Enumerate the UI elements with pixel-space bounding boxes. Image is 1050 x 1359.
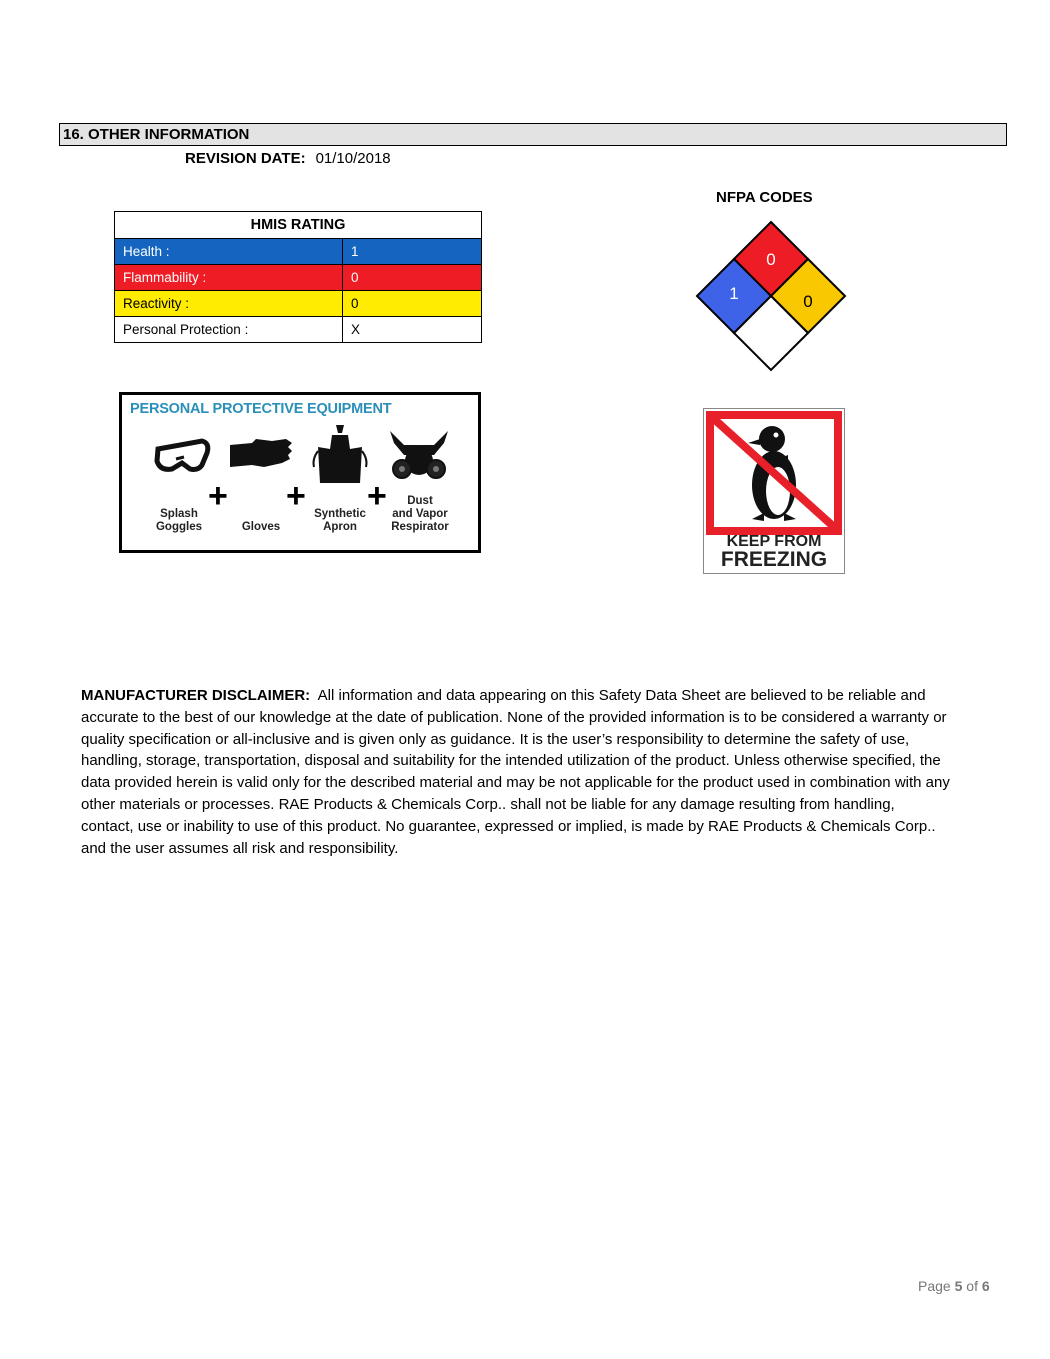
keep-from-freezing-sign bbox=[703, 408, 845, 574]
nfpa-title: NFPA CODES bbox=[716, 189, 813, 206]
plus-sign: + bbox=[286, 477, 306, 515]
hmis-row-reactivity bbox=[115, 291, 482, 317]
section-header: 16. OTHER INFORMATION bbox=[59, 123, 1007, 146]
hmis-reactivity-label: Reactivity : bbox=[115, 291, 343, 317]
ppe-label-line: Goggles bbox=[155, 521, 202, 533]
plus-sign: + bbox=[367, 477, 387, 515]
ppe-label-line: Respirator bbox=[391, 521, 449, 533]
page-total: 6 bbox=[981, 1278, 990, 1294]
disclaimer-text: All information and data appearing on this Safety Data Sheet are believed to be reliable and accurate to the best of our knowledge at the date of publication. None of the provided information is to be considered a warranty or quality specification or all-inclusive and is given only as guidance. It is the user’s responsibility to determine the safety of use, handling, storage, transportation, disposal and suitability for the intended utilization of the product. Unless otherwise specified, the data provided herein is valid only for the described material and may be not applicable for the product used in combination with any other materials or processes. RAE Products & Chemicals Corp.. shall not be liable for any damage resulting from handling, contact, use or inability to use of this product. No guarantee, expressed or implied, is made by RAE Products & Chemicals Corp.. and the user assumes all risk and responsibility. bbox=[81, 687, 950, 857]
glove-icon bbox=[228, 437, 294, 473]
hmis-health-label: Health : bbox=[115, 239, 343, 265]
ppe-label-line: Apron bbox=[323, 521, 357, 533]
page-prefix: Page bbox=[918, 1278, 951, 1294]
hmis-row-health bbox=[115, 239, 482, 265]
hmis-flammability-label: Flammability : bbox=[115, 265, 343, 291]
page-current: 5 bbox=[954, 1278, 963, 1294]
hmis-flammability-value: 0 bbox=[343, 265, 482, 291]
hmis-row-flammability bbox=[115, 265, 482, 291]
freeze-line2: FREEZING bbox=[720, 548, 828, 571]
penguin-prohibited-icon bbox=[706, 411, 842, 535]
goggles-icon bbox=[152, 435, 212, 475]
revision-date-value: 01/10/2018 bbox=[315, 150, 391, 167]
ppe-label-goggles bbox=[152, 508, 206, 534]
ppe-label-apron bbox=[308, 508, 372, 534]
hmis-health-value: 1 bbox=[343, 239, 482, 265]
ppe-label-respirator bbox=[386, 495, 454, 534]
revision-date bbox=[185, 150, 391, 167]
hmis-personal-protection-label: Personal Protection : bbox=[115, 317, 343, 343]
hmis-title: HMIS RATING bbox=[115, 212, 482, 239]
hmis-rating-table bbox=[114, 211, 482, 343]
hmis-reactivity-value: 0 bbox=[343, 291, 482, 317]
apron-icon bbox=[310, 423, 370, 485]
manufacturer-disclaimer bbox=[81, 685, 951, 859]
hmis-row-personal-protection bbox=[115, 317, 482, 343]
revision-date-label: REVISION DATE: bbox=[185, 150, 306, 167]
hmis-personal-protection-value: X bbox=[343, 317, 482, 343]
ppe-label-gloves bbox=[234, 521, 288, 534]
ppe-label-line: and Vapor bbox=[392, 508, 448, 520]
freeze-line1: KEEP FROM bbox=[726, 533, 822, 550]
ppe-label-line: Dust bbox=[407, 495, 433, 507]
respirator-icon bbox=[388, 427, 450, 479]
nfpa-fire-value: 0 bbox=[766, 250, 776, 269]
nfpa-health-value: 1 bbox=[729, 284, 739, 303]
ppe-title: PERSONAL PROTECTIVE EQUIPMENT bbox=[130, 401, 392, 417]
ppe-panel bbox=[119, 392, 481, 553]
nfpa-diamond bbox=[694, 219, 848, 373]
ppe-label-line: Splash bbox=[160, 508, 198, 520]
plus-sign: + bbox=[208, 477, 228, 515]
nfpa-reactivity-value: 0 bbox=[803, 292, 813, 311]
ppe-label-line: Gloves bbox=[241, 521, 281, 533]
ppe-label-line: Synthetic bbox=[314, 508, 366, 520]
page-of: of bbox=[966, 1278, 978, 1294]
disclaimer-label: MANUFACTURER DISCLAIMER: bbox=[81, 687, 311, 704]
page-number bbox=[918, 1278, 990, 1294]
